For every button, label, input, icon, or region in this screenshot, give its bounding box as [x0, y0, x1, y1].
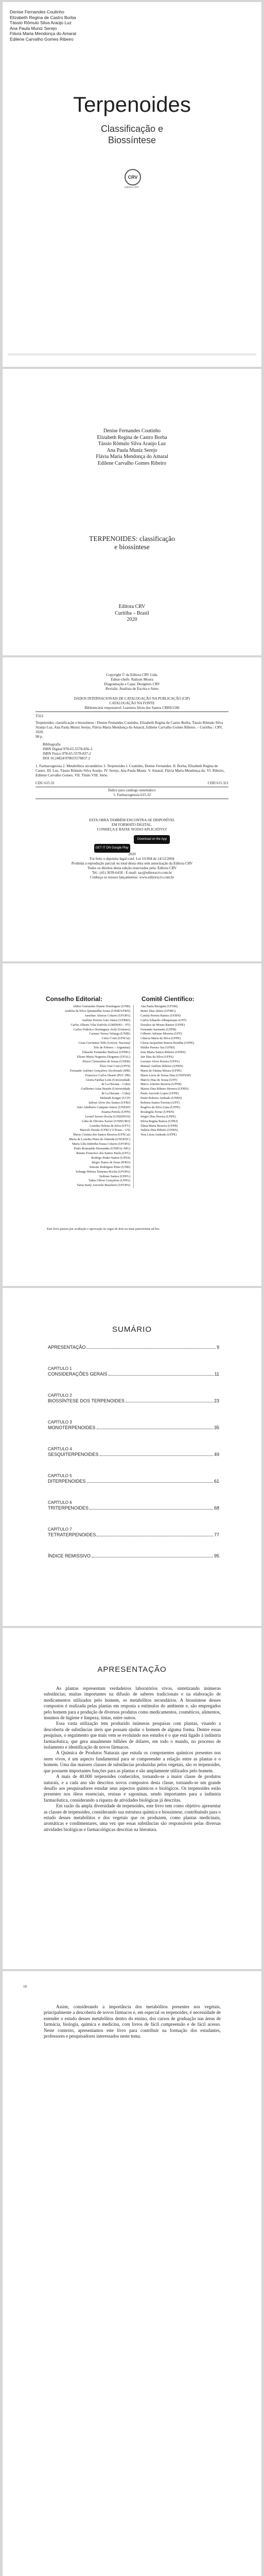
summary-chapter-label: CAPÍTULO 7 [48, 1527, 72, 1532]
publisher-year: 2020 [127, 617, 137, 622]
cover-authors [10, 9, 76, 42]
scientific-committee-heading: Comitê Científico: [142, 995, 195, 1003]
editorial-board-heading: Conselho Editorial: [46, 995, 103, 1003]
scientific-committee-member: Marisa Dias Ribeiro Bezerra (UFRN) [140, 1087, 189, 1091]
summary-entry-title: TETRATERPENOIDES [48, 1532, 96, 1537]
scientific-committee-list [140, 1005, 234, 1138]
half-title-publisher-block [3, 604, 261, 623]
cip-bibliography [36, 742, 228, 761]
summary-page-number: 35 [214, 1425, 219, 1430]
summary-page-number: 68 [214, 1505, 219, 1511]
text-page-10 [3, 1971, 261, 2576]
bib-line1: Bibliografia [43, 742, 61, 747]
summary-page-number: 61 [214, 1479, 219, 1484]
summary-entry[interactable] [48, 1473, 219, 1484]
editorial-board-member: Carlos Federico Dominguez Avila (Unieuro) [73, 1027, 130, 1031]
digital-note1: ESTA OBRA TAMBÉM ENCONTRA-SE DISPONÍVEL [89, 818, 175, 822]
half-title-line2: e biossíntese [114, 543, 150, 551]
scientific-committee-member: Rogério da Silva Lima (UFPE) [140, 1105, 180, 1109]
summary-page-number: 23 [214, 1398, 219, 1403]
presentation-paragraph: A Química de Produtos Naturais que estuda os componentes químicos presentes nos seres vivos, é um aspecto fundamental para se compreender a relação entre as plantas e o homem. Uma das maiores classes de substâncias produzidas pelos vegetais, são os terpenoides, que possuem importantes funções para as plantas e são amplamente utilizados pelo homem. [44, 1750, 221, 1773]
summary-page [3, 1288, 261, 1626]
half-title-title [3, 535, 261, 551]
rights-line2: Proibida a reprodução parcial ou total desta obra sem autorização da Editora CRV [71, 861, 193, 866]
copyright-page [3, 657, 261, 961]
summary-chapter-label: CAPÍTULO 1 [48, 1366, 72, 1371]
scientific-committee-member: Valéria Dias Ribeiro (UFRN) [140, 1128, 178, 1132]
scientific-committee-member: Gloria Jacqueline Ramos Bonilha (UFPE) [140, 1041, 195, 1045]
summary-dot-leader [100, 1452, 213, 1456]
summary-chapter-label: CAPÍTULO 3 [48, 1420, 72, 1425]
editorial-board-member: Antônio Pereira Gaio Júnior (UFRRJ) [81, 1018, 130, 1022]
cover-page [3, 2, 261, 367]
google-play-badge[interactable]: GET IT ON Google Play [94, 844, 130, 853]
store-badges [36, 835, 228, 853]
cip-head3: Bibliotecária responsável: Luzenira Alves dos Santos CRB9/1506 [84, 706, 180, 710]
summary-chapter-label: CAPÍTULO 4 [48, 1447, 72, 1451]
summary-title: SUMÁRIO [112, 1325, 152, 1334]
cip-head2: CATALOGAÇÃO NA FONTE [109, 701, 155, 705]
summary-entry[interactable] [48, 1419, 219, 1431]
scientific-committee-member: Paula Azevedo Lopes (UFPE) [140, 1092, 179, 1096]
cover-title: Terpenoides [73, 92, 191, 116]
summary-entry-title: BIOSSÍNTESE DOS TERPENOIDES [48, 1398, 125, 1403]
cover-author: Edilene Carvalho Gomes Ribeiro [10, 36, 74, 42]
editorial-board-member: Josania Portela (UFPI) [101, 1110, 130, 1114]
editorial-board-member: Elione Maria Nogueira Diogenes (UFAL) [77, 1055, 130, 1059]
summary-line [48, 1425, 219, 1431]
summary-entry-title: ÍNDICE REMISSIVO [48, 1553, 91, 1558]
scientific-committee-member: Carlos Eduardo Albuquerque (UFF) [140, 1018, 187, 1022]
editorial-board-member: de La Havana – Cuba) [101, 1082, 130, 1087]
summary-line [48, 1553, 219, 1559]
editorial-board-member: Jailson Alves dos Santos (UFRJ) [88, 1101, 130, 1105]
crv-logo-caption: Editora CRV [125, 186, 139, 189]
rights-line1: Foi feito o depósito legal conf. Lei 10.994 de 14/12/2004 [90, 857, 174, 861]
scientific-committee-member: Paulo Roberto Andrade (UFRN) [140, 1096, 182, 1100]
scientific-committee-member: Marco Antonio Bezerra (UFPB) [140, 1082, 182, 1087]
editorial-board-member: João Adalberto Campato Junior (UNESP) [77, 1105, 130, 1109]
summary-entry[interactable] [48, 1393, 219, 1404]
summary-dot-leader [92, 1553, 213, 1557]
editorial-board-member: Marcelo Paixão (UFRJ e UTexas – US) [80, 1128, 130, 1132]
half-title-author: Edilene Carvalho Gomes Ribeiro [97, 460, 167, 466]
scientific-committee-member: Vera Lúcia Andrade (UFPE) [140, 1133, 177, 1137]
summary-chapter-label: CAPÍTULO 5 [48, 1473, 72, 1478]
digital-notice [36, 818, 228, 853]
council-page [3, 963, 261, 1286]
cover-author: Denise Fernandes Coutinho [10, 9, 64, 14]
bib-line4: DOI 10.24824/978655578837.2 [43, 756, 91, 760]
presentation-paragraph: As plantas representam verdadeiros laboratórios vivos, sintetizando inúmeras substâncias; muitas importantes na difusão de saberes tradicionais e na elaboração de medicamentos utilizados pelo homem, os metabólitos secundários. A biossíntese desses compostos é realizada pelas plantas em resposta a estímulos do ambiente e, são empregados pelo homem para a produção de diversos produtos como medicamentos, cosméticos, alimentos, insumos de higiene e limpeza, tintas, entre outros. [44, 1686, 221, 1721]
editorial-board-member: Leonel Severo Rocha (UNISINOS) [85, 1114, 130, 1118]
cip-head1: DADOS INTERNACIONAIS DE CATALOGAÇÃO NA PUBLICAÇÃO (CIP) [74, 697, 190, 701]
editorial-board-member: Simone Rodrigues Pinto (UNB) [89, 1165, 130, 1169]
summary-dot-leader [90, 1505, 213, 1510]
editorial-board-member: Lídia de Oliveira Xavier (UNIEURO) [81, 1119, 130, 1123]
presentation-paragraph: Essa vasta utilização tem produzido inúmeras pesquisas com plantas, visando a descoberta de substâncias úteis que possam ajudar o homem de alguma forma. Dentre essas pesquisas, o seguimento que mais vem se evoluindo nos estudos é o que está ligado à indústria farmacêutica, que gera anualmente bilhões de dólares, em todo o mundo, no processo de isolamento e identificação de novos fármacos. [44, 1721, 221, 1750]
page-10-text [44, 2004, 221, 2039]
cover-subtitle-line1: Classificação e [100, 124, 164, 134]
half-title-author: Flávia Maria Mendonça do Amaral [96, 454, 168, 460]
editorial-board-member: Eduardo Fernandes Barbosa (UFMG) [82, 1050, 130, 1055]
cdu-code: CDU 615.32 [36, 781, 55, 785]
cip-code: T322 [36, 714, 44, 718]
editorial-board-member: Francisco Carlos Duarte (PUC-PR) [85, 1073, 130, 1077]
cover-author: Elizabeth Regina de Castro Borba [10, 14, 76, 20]
cip-record [36, 697, 228, 800]
scientific-committee-member: Rosângela Ferraz (UFRN) [140, 1110, 174, 1114]
cip-classification [36, 781, 228, 786]
scientific-committee-member: Tânia Maria Bezerra (UFPB) [140, 1124, 178, 1128]
scientific-committee-member: Luciano Alves Pereira (UFPA) [140, 1059, 180, 1063]
scientific-committee-member: Sérgio Dias Pereira (UFPE) [140, 1114, 176, 1118]
summary-entry[interactable] [48, 1500, 219, 1511]
half-title-author: Tássio Rômulo Silva Araújo Luz [98, 441, 166, 447]
editorial-board-member: Tania Suely Azevedo Brasileiro (UFOPA) [77, 1183, 130, 1188]
scientific-committee-member: Doralice de Moura Ramos (UFPE) [140, 1023, 185, 1027]
presentation-paragraph: A mais de 40.000 terpenoides conhecidos, tornando-se a maior classe de produtos naturais, e a cada ano são descritos novos compostos desta classe, tornando-se um grande desafio aos pesquisadores estudar seus aspectos químicos e biológicos. Os terpenoides estão presentes nos óleos essenciais, resinas e saponinas, sendo importantes para a indústria farmacêutica, considerando a riqueza de atividades biológicas já descritas. [44, 1774, 221, 1803]
editorial-board-member: Gloria Fariñas León (Universidade [85, 1078, 130, 1082]
summary-entry-title: MONOTERPENOIDES [48, 1425, 96, 1430]
editorial-board-member: Maria de Lourdes Pinto de Almeida (UNOESC) [69, 1138, 130, 1142]
editorial-board-member: Élsio José Corá (UFFS) [100, 1064, 130, 1068]
editorial-board-member: de La Havana – Cuba) [101, 1092, 130, 1096]
copyright-credits [36, 673, 228, 691]
editorial-board-member: Renato Francisco dos Santos Paula (UFG) [76, 1151, 130, 1155]
editorial-board-member: Guillermo Arias Beatón (Universidade [81, 1087, 130, 1091]
rights-line4: Tel.: (41) 3039-6418 - E-mail: sac@editoracrv.com.br [92, 871, 172, 875]
cover-author: Tássio Rômulo Silva Araújo Luz [10, 20, 72, 25]
editorial-board-member: Celso Conti (UFSCar) [101, 1037, 130, 1041]
cover-author: Ana Paula Muniz Serejo [10, 25, 57, 31]
summary-entry-title: CONSIDERAÇÕES GERAIS [48, 1371, 108, 1377]
cip-rule [36, 711, 228, 712]
scientific-committee-member: Jair Dias da Silva (UFPA) [140, 1055, 174, 1059]
scientific-committee-member: Maria de Fátima Moura (UFPE) [140, 1069, 182, 1073]
editorial-board-member: Sydione Santos (UEPG) [99, 1174, 130, 1178]
summary-entry-title: DITERPENOIDES [48, 1479, 86, 1484]
editorial-board-member: Sérgio Nunes de Jesus (IFRO) [91, 1160, 130, 1164]
cip-pages: 98 p. [36, 735, 43, 739]
editor-line: Editor-chefe: Railson Moura [111, 677, 153, 682]
cip-subjects: 1. Farmacognosia 2. Metabólitos secundários 3. Terpenoides I. Coutinho, Denise Fernandes. II. Borba, Elizabeth Regina de Castro. III. Luz, Tássio Rômulo Silva Araújo. IV. Serejo, Ana Paula Muniz. V. Amaral, Flávia Maria Mendonça do. VI. Ribeiro, Edilene Carvalho Gomes. VII. Título VIII. Série. [36, 764, 225, 777]
cdd-code: CDD 615.321 [207, 781, 228, 785]
editorial-board-member: Maria Lília Imbiriba Sousa Colares (UFOPA) [72, 1142, 130, 1146]
scientific-committee-member: Roberta Santos Ferreira (UFF) [140, 1101, 180, 1105]
summary-dot-leader [86, 1345, 216, 1349]
editorial-board-member: Cesar Gerónimo Tello (Univer. Nacional [78, 1041, 130, 1045]
summary-line [48, 1505, 219, 1511]
editorial-board-member: Andréia da Silva Quintanilha Sousa (UNIR/UFRN) [64, 1009, 130, 1013]
editorial-board-member: Lourdes Helena da Silva (UFV) [89, 1124, 130, 1128]
publisher-name: Editora CRV [118, 604, 146, 609]
scientific-committee-member: Maria Lúcia de Souza Dias (UNIFESP) [140, 1073, 191, 1077]
index-title: Índice para catálogo sistemático [108, 788, 156, 792]
summary-entry[interactable] [48, 1366, 219, 1377]
summary-entry-title: SESQUITERPENOIDES [48, 1452, 99, 1457]
summary-line [48, 1398, 219, 1404]
editorial-board-member: Carmen Tereza Velanga (UNIR) [89, 1032, 130, 1036]
scientific-committee-member: Gilberto Adriano Moreira (UFF) [140, 1032, 182, 1036]
summary-dot-leader [109, 1371, 214, 1376]
editorial-board-member: Helmuth Krüger (UCP) [100, 1096, 130, 1100]
summary-page-number: 49 [214, 1452, 219, 1457]
presentation-title: APRESENTAÇÃO [97, 1665, 167, 1674]
digital-note3: CONHEÇA E BAIXE NOSSO APLICATIVO! [97, 827, 167, 832]
app-store-badge[interactable]: Download on the App Store [134, 835, 170, 844]
summary-list [48, 1345, 219, 1574]
summary-page-number: 77 [214, 1532, 219, 1537]
scientific-committee-member: Fernanda Sarmento (UFPB) [140, 1027, 177, 1031]
presentation-paragraph: Em razão da ampla diversidade de terpenoides, este livro tem como objetivo apresentar as classes de terpenoides, considerando sua estrutura química e biossíntese, contribuindo para o estudo desses metabólitos e dos vegetais que os produzem, como plantas medicinais, aromáticas e condimentares, uma vez que essas substâncias são responsáveis pelas diversas atividades biológicas e farmacológicas descritas na literatura. [44, 1803, 221, 1832]
layout-line: Diagramação e Capa: Designers CRV [104, 682, 160, 686]
half-title-author: Elizabeth Regina de Castro Borba [97, 434, 167, 440]
editorial-board-member: Rodrigo Pratte-Santos (UFES) [91, 1156, 130, 1160]
editorial-board-member: Maria Cristina dos Santos Bezerra (UFSCar) [73, 1133, 130, 1137]
crv-logo-icon: CRV [125, 169, 141, 185]
editorial-board-member: Elizeu Clementino de Souza (UNEB) [82, 1059, 130, 1063]
peer-review-note: Este livro passou por avaliação e aprovação às cegas de dois ou mais pareceristas ad hoc. [47, 1227, 161, 1231]
summary-dot-leader [126, 1398, 213, 1402]
scientific-committee-member: Silvia Regina Ramos (UFRJ) [140, 1119, 178, 1123]
presentation-text [44, 1686, 221, 1833]
page-10-paragraph: Assim, considerando a importância dos metabólitos presentes nos vegetais, principalmente a descoberta de novos fármacos e, em especial os terpenoides, é necessidade de estender o estudo desses metabólitos dentro do ensino, dos cursos de graduação nas áreas de farmácia, biologia, química e medicina, com livros de fácil compreensão e de fácil acesso. Neste contexto, apresentamos este livro para contribuir na formação dos estudantes, professores e pesquisadores interessados neste tema. [44, 2004, 221, 2039]
cover-author: Flávia Maria Mendonça do Amaral [10, 31, 76, 36]
half-title-author: Denise Fernandes Coutinho [103, 428, 161, 434]
bib-line2: ISBN Digital 978-65-5578-836-3 [43, 747, 93, 751]
summary-entry[interactable] [48, 1345, 219, 1350]
review-line: Revisão: Analista de Escrita e Artes [105, 687, 159, 691]
editorial-board-member: Anselmo Alencar Colares (UFOPA) [84, 1013, 130, 1018]
editorial-board-member: Carlos Alberto Vilar Estêvão (UMINHO – PT) [71, 1023, 130, 1027]
cover-subtitle [3, 123, 261, 146]
summary-page-number: 95 [214, 1553, 219, 1558]
scientific-committee-member: Bento Dias Júnior (UFMG) [140, 1009, 176, 1013]
scientific-committee-member: Gláucia Maria da Silva (UFPE) [140, 1037, 181, 1041]
scientific-committee-member: Helder Pereira Vaz (UFRJ) [140, 1046, 175, 1050]
scientific-committee-member: Márcio Dias de Sousa (UFF) [140, 1078, 178, 1082]
publisher-city: Curitiba – Brasil [115, 610, 149, 616]
summary-entry[interactable] [48, 1527, 219, 1538]
summary-page-number: 9 [216, 1345, 219, 1350]
scientific-committee-member: Manuel Antônio Ribeiro (UFRN) [140, 1064, 183, 1068]
page-number: 10 [23, 1985, 27, 1989]
rights-block [36, 852, 228, 880]
summary-line [48, 1479, 219, 1484]
rights-year: 2020 [128, 852, 136, 856]
editorial-board-member: Paulo Romualdo Hernandes (UNIFAL-MG) [74, 1147, 130, 1151]
half-title-page [3, 369, 261, 655]
summary-entry-title: APRESENTAÇÃO [48, 1345, 86, 1350]
half-title-line1: TERPENOIDES: classificação [89, 535, 175, 543]
summary-dot-leader [97, 1532, 213, 1536]
summary-line [48, 1345, 219, 1350]
rights-line5: Conheça os nossos lançamentos: www.editoracrv.com.br [90, 875, 174, 879]
editorial-board-member: Tadeu Oliver Gonçalves (UFPA) [89, 1179, 130, 1183]
summary-line [48, 1371, 219, 1377]
bib-line3: ISBN Físico 978-65-5578-837-2 [43, 752, 91, 756]
summary-entry-title: TRITERPENOIDES [48, 1505, 89, 1511]
summary-chapter-label: CAPÍTULO 2 [48, 1393, 72, 1398]
editorial-board-member: Aldira Guimarães Duarte Domínguez (UNB) [73, 1005, 130, 1008]
index-entry: 1. Farmacognosia 615.32 [113, 793, 151, 797]
editorial-board-list [37, 1005, 134, 1188]
scientific-committee-member: Ana Paula Bisognin (UFSM) [140, 1005, 178, 1008]
summary-line [48, 1452, 219, 1458]
summary-line [48, 1532, 219, 1538]
editorial-board-member: Solange Helena Ximenes-Rocha (UFOPA) [76, 1170, 130, 1174]
summary-dot-leader [87, 1479, 213, 1483]
editorial-board-member: Três de Febrero – Argentina) [93, 1046, 130, 1050]
cip-body: Terpenoides: classificação e biossíntese / Denise Fernandes Coutinho, Elizabeth Regina de Castro Borba, Tássio Rômulo Silva Araújo Luz, Ana Paula Muniz Serejo, Flávia Maria Mendonça do Amaral, Edilene Carvalho Gomes Ribeiro. – Curitiba : CRV, 2020. [36, 721, 223, 734]
scientific-committee-member: Ione Maria Santos Ribeiro (UFRN) [140, 1050, 186, 1055]
cover-bottom-bar [8, 353, 256, 355]
summary-chapter-label: CAPÍTULO 6 [48, 1500, 72, 1505]
copyright-line: Copyright © da Editora CRV Ltda. [106, 673, 158, 677]
summary-dot-leader [97, 1425, 213, 1429]
editorial-board-member: Fernando Antônio Gonçalves Alcoforado (IPB) [69, 1069, 130, 1073]
cover-subtitle-line2: Biossíntese [108, 135, 156, 145]
summary-page-number: 11 [214, 1371, 219, 1377]
summary-entry[interactable] [48, 1553, 219, 1559]
scientific-committee-member: Camila Pereira Ramos (UFRN) [140, 1013, 181, 1018]
rights-line3: Todos os direitos desta edição reservados pela: Editora CRV [87, 866, 177, 870]
presentation-page [3, 1628, 261, 1969]
digital-note2: EM FORMATO DIGITAL. [112, 823, 152, 827]
half-title-author: Ana Paula Muniz Serejo [107, 447, 157, 453]
half-title-authors [3, 428, 261, 467]
summary-entry[interactable] [48, 1446, 219, 1458]
